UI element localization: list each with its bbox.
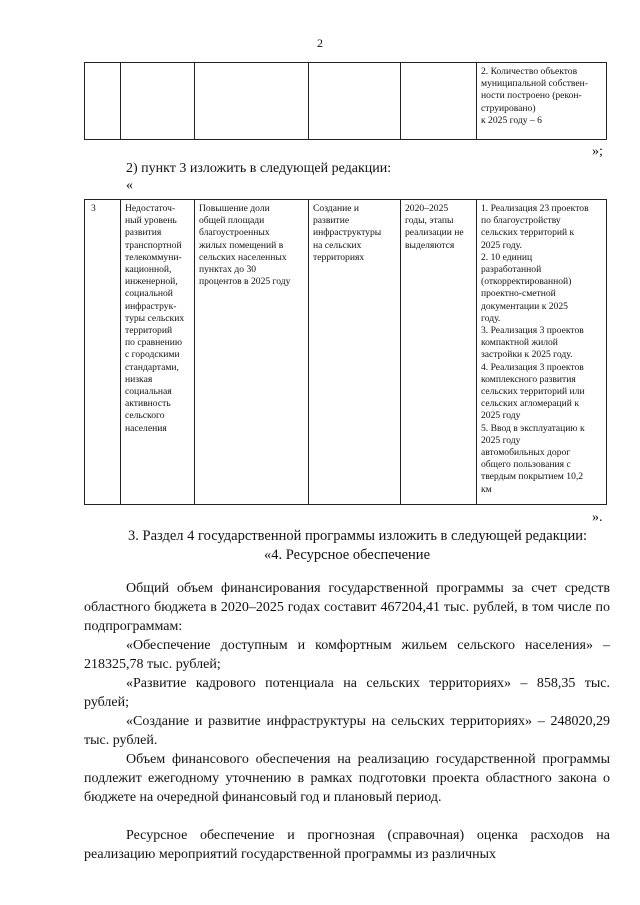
cell-line: сельских территорий к bbox=[481, 227, 575, 239]
cell-line: 2. 10 единиц bbox=[481, 251, 533, 263]
cell-line: территориях bbox=[313, 251, 365, 263]
paragraph-subprogram-personnel: «Развитие кадрового потенциала на сельских территориях» – 858,35 тыс. рублей; bbox=[84, 676, 610, 710]
cell-line: процентов в 2025 году bbox=[199, 276, 291, 288]
cell-line: застройки к 2025 году. bbox=[481, 349, 573, 361]
cell-line: разработанной bbox=[481, 264, 542, 276]
cell-line: инженерной, bbox=[125, 276, 178, 288]
cell-line: стандартами, bbox=[125, 361, 179, 373]
cell-line: сельского bbox=[125, 410, 165, 422]
cell-line: инфраструк- bbox=[125, 300, 177, 312]
cell-line: низкая bbox=[125, 373, 153, 385]
cell-line: (откорректированной) bbox=[481, 276, 572, 288]
cell-line: социальная bbox=[125, 386, 172, 398]
cell-line: струировано) bbox=[481, 102, 536, 114]
cell-line: Недостаточ- bbox=[125, 203, 176, 214]
cell-line: компактной жилой bbox=[481, 337, 558, 349]
cell-line: 2025 году bbox=[481, 410, 521, 422]
table-cell bbox=[85, 63, 121, 140]
cell-line: году. bbox=[481, 312, 501, 324]
cell-line: Повышение доли bbox=[199, 203, 270, 214]
cell-line: 2020–2025 bbox=[405, 203, 449, 214]
cell-line: 2025 году bbox=[481, 434, 521, 446]
cell-line: общего пользования с bbox=[481, 459, 571, 471]
table-cell bbox=[309, 63, 401, 140]
paragraph-total-funding: Общий объем финансирования государственной программы за счет средств областного бюджета в 2020–2025 годах составит 467204,41 тыс. рублей, в том числе по подпрограммам: bbox=[84, 581, 610, 634]
paragraph-subprogram-infrastructure: «Создание и развитие инфраструктуры на сельских территориях» – 248020,29 тыс. рублей. bbox=[84, 714, 610, 748]
cell-line: транспортной bbox=[125, 239, 182, 251]
cell-line: туры сельских bbox=[125, 312, 185, 324]
closing-quote-1: »; bbox=[592, 144, 603, 159]
cell-results bbox=[477, 200, 607, 505]
top-table-fragment bbox=[84, 62, 607, 140]
section-instruction: 3. Раздел 4 государственной программы изложить в следующей редакции: bbox=[128, 528, 588, 544]
cell-line: с городскими bbox=[125, 349, 180, 361]
closing-quote-2: ». bbox=[592, 510, 603, 525]
paragraph-annual-clarification: Объем финансового обеспечения на реализацию государственной программы подлежит ежегодному уточнению в рамках подготовки проекта областного закона о бюджете на очередной финансовый год и плановый период. bbox=[84, 752, 610, 805]
cell-line: 5. Ввод в эксплуатацию к bbox=[481, 422, 585, 434]
cell-line: кационной, bbox=[125, 264, 172, 276]
cell-goal bbox=[195, 200, 309, 505]
cell-line: развитие bbox=[313, 215, 350, 227]
cell-line: социальной bbox=[125, 288, 173, 300]
cell-line: сельских агломераций к bbox=[481, 398, 579, 410]
cell-line: 1. Реализация 23 проектов bbox=[481, 203, 589, 214]
cell-line: населения bbox=[125, 422, 167, 434]
main-table bbox=[84, 199, 607, 505]
cell-line: ный уровень bbox=[125, 215, 177, 227]
table-row bbox=[85, 63, 607, 140]
page-number: 2 bbox=[317, 36, 323, 50]
cell-line: 2. Количество объектов bbox=[481, 66, 578, 77]
cell-line: жилых помещений в bbox=[199, 239, 284, 251]
cell-line: инфраструктуры bbox=[313, 227, 382, 239]
cell-period bbox=[401, 200, 477, 505]
cell-line: общей площади bbox=[199, 215, 265, 227]
section-heading: «4. Ресурсное обеспечение bbox=[263, 547, 431, 563]
cell-line: км bbox=[481, 483, 492, 495]
cell-line: территорий bbox=[125, 325, 173, 337]
cell-line: муниципальной собствен- bbox=[481, 78, 588, 90]
cell-line: сельских населенных bbox=[199, 251, 287, 263]
table-cell bbox=[121, 63, 195, 140]
cell-line: твердым покрытием 10,2 bbox=[481, 471, 584, 483]
table-cell bbox=[195, 63, 309, 140]
cell-line: 4. Реализация 3 проектов bbox=[481, 361, 584, 373]
table-cell-result bbox=[477, 63, 607, 140]
paragraph-subprogram-housing: «Обеспечение доступным и комфортным жильем сельского населения» – 218325,78 тыс. рублей; bbox=[84, 638, 610, 672]
table-row bbox=[85, 200, 607, 505]
cell-line: по сравнению bbox=[125, 337, 183, 349]
cell-line: 2025 году. bbox=[481, 239, 522, 251]
cell-line: проектно-сметной bbox=[481, 288, 556, 300]
cell-line: 3. Реализация 3 проектов bbox=[481, 325, 584, 337]
cell-line: выделяются bbox=[405, 239, 455, 251]
cell-problem bbox=[121, 200, 195, 505]
cell-task bbox=[309, 200, 401, 505]
cell-line: автомобильных дорог bbox=[481, 447, 571, 459]
cell-number bbox=[85, 200, 121, 505]
cell-line: телекоммуни- bbox=[125, 251, 182, 263]
cell-line: документации к 2025 bbox=[481, 300, 568, 312]
paragraph-resource-assessment: Ресурсное обеспечение и прогнозная (справочная) оценка расходов на реализацию мероприятий государственной программы из различных bbox=[84, 828, 610, 862]
cell-line: активность bbox=[125, 398, 171, 410]
opening-quote: « bbox=[126, 178, 133, 193]
cell-line: по благоустройству bbox=[481, 215, 561, 227]
cell-line: ности построено (рекон- bbox=[481, 90, 582, 102]
cell-line: к 2025 году – 6 bbox=[481, 114, 542, 126]
cell-line: сельских территорий или bbox=[481, 386, 585, 398]
cell-line: на сельских bbox=[313, 239, 362, 251]
point-instruction: 2) пункт 3 изложить в следующей редакции: bbox=[126, 161, 392, 176]
cell-line: реализации не bbox=[405, 227, 464, 239]
cell-line: благоустроенных bbox=[199, 227, 270, 239]
cell-line: развития bbox=[125, 227, 162, 239]
cell-line: пунктах до 30 bbox=[199, 264, 257, 276]
cell-line: 3 bbox=[91, 203, 96, 214]
cell-line: комплексного развития bbox=[481, 373, 576, 385]
cell-line: Создание и bbox=[313, 203, 360, 214]
table-cell bbox=[401, 63, 477, 140]
cell-line: годы, этапы bbox=[405, 215, 454, 227]
